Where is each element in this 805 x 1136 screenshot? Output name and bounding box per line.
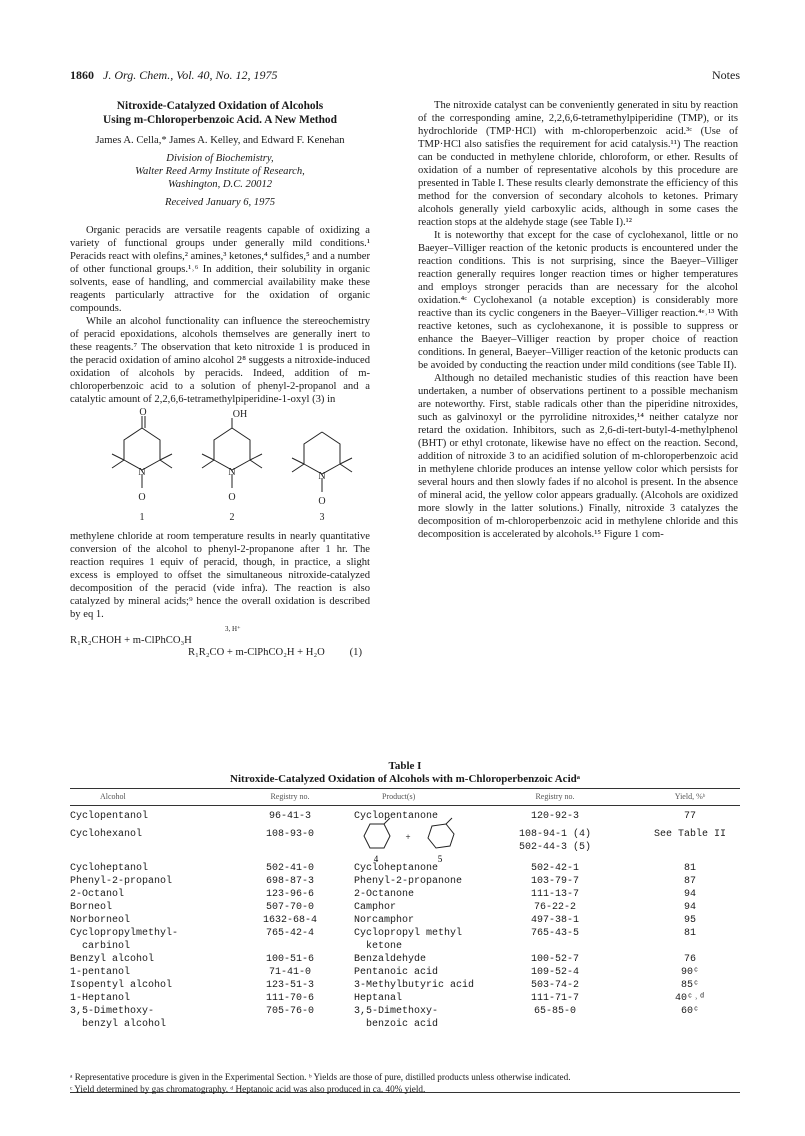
table-cell: ketone xyxy=(366,941,403,952)
table-rule xyxy=(70,805,740,806)
plus-sign: + xyxy=(405,832,411,842)
table-cell: Borneol xyxy=(70,902,113,913)
table-cell: 1-Heptanol xyxy=(70,993,131,1004)
table-cell: Benzyl alcohol xyxy=(70,954,155,965)
structure-drawing xyxy=(70,408,370,526)
affiliation-line: Washington, D.C. 20012 xyxy=(167,179,273,190)
column-header: Registry no. xyxy=(535,792,575,801)
table-cell: 90ᶜ xyxy=(680,967,699,978)
equation-products: R₁R₂CO + m-ClPhCO₂H + H₂O xyxy=(188,647,325,658)
paragraph: Organic peracids are versatile reagents capable of oxidizing a variety of functional groups under generally mild conditions.¹ Peracids react with olefins,² amines,³ ketones,⁴ sulfides,⁵ and a number of other functional groups.¹˒⁶ In addition, their solubility in organic solvents, ease of handling, and commercial availability make these reagents particularly attractive for the oxidation of organic compounds. xyxy=(70,225,370,314)
table-cell: 81 xyxy=(683,863,696,874)
atom-label: N xyxy=(318,471,326,482)
table-cell: 3,5-Dimethoxy- xyxy=(70,1006,155,1017)
atom-label: O xyxy=(228,492,236,503)
affiliation-line: Division of Biochemistry, xyxy=(166,153,274,164)
table-cell: 502-44-3 (5) xyxy=(518,842,591,853)
table-cell: 111-13-7 xyxy=(530,889,579,900)
table-cell: 94 xyxy=(683,889,696,900)
table-cell: Isopentyl alcohol xyxy=(70,980,173,991)
table-cell: Cycloheptanone xyxy=(354,863,439,874)
compound-number: 3 xyxy=(319,512,325,523)
table-cell: Cyclopentanone xyxy=(354,811,439,822)
table-number: Table I xyxy=(388,760,422,772)
table-cell: 111-70-6 xyxy=(265,993,314,1004)
authors: James A. Cella,* James A. Kelley, and Edward F. Kenehan xyxy=(95,135,345,146)
affiliation xyxy=(70,152,370,191)
atom-label: N xyxy=(138,467,146,478)
table-cell: 120-92-3 xyxy=(530,811,579,822)
chemical-structures xyxy=(70,408,370,526)
equation-1 xyxy=(70,625,370,659)
paragraph: methylene chloride at room temperature results in nearly quantitative conversion of the alcohol to phenyl-2-propanone after 1 hr. The reaction requires 1 equiv of peracid, though, in practice, a slight excess is employed to offset the simultaneous nitroxide-catalyzed decomposition of the peracid (vide infra). The reaction is also catalyzed by mineral acids;⁹ hence the overall oxidation is described by eq 1. xyxy=(70,531,370,620)
column-header: Alcohol xyxy=(100,792,126,801)
column-header: Yield, %ᵇ xyxy=(674,792,706,801)
table-cell: Camphor xyxy=(354,902,397,913)
table-cell: 76-22-2 xyxy=(533,902,576,913)
table-row xyxy=(70,875,740,888)
journal-citation: J. Org. Chem., Vol. 40, No. 12, 1975 xyxy=(103,68,278,82)
table-cell: 1632-68-4 xyxy=(262,915,317,926)
table-cell: Cyclopentanol xyxy=(70,811,149,822)
atom-label: O xyxy=(138,492,146,503)
section-label: Notes xyxy=(712,68,740,82)
table-cell: 87 xyxy=(683,876,696,887)
table-cell: 103-79-7 xyxy=(530,876,579,887)
table-cell: Cyclopropylmethyl- xyxy=(70,928,179,939)
table-cell: 497-38-1 xyxy=(530,915,579,926)
table-cell: 76 xyxy=(683,954,696,965)
page-number: 1860 xyxy=(70,68,94,82)
table-cell: Heptanal xyxy=(354,993,403,1004)
paragraph: While an alcohol functionality can influence the stereochemistry of peracid epoxidations, alcohols themselves are generally inert to these reagents.⁷ The observation that keto nitroxide 1 is produced in the peracid oxidation of amino alcohol 2⁸ suggests a nitroxide-induced oxidation of alcohols by peracids. Indeed, addition of m-chloroperbenzoic acid to a solution of phenyl-2-propanol and a catalytic amount of 2,2,6,6-tetramethylpiperidine-1-oxyl (3) in xyxy=(70,316,370,405)
table-cell: 1-pentanol xyxy=(70,967,131,978)
table-cell: 95 xyxy=(683,915,696,926)
table-cell: Norborneol xyxy=(70,915,131,926)
table-cell: 503-74-2 xyxy=(530,980,579,991)
paragraph: The nitroxide catalyst can be conveniently generated in situ by reaction of the corresponding amine, 2,2,6,6-tetramethylpiperidine (TMP), or its hydrochloride (TMP·HCl) with m-chloroperbenzoic acid.³ᶜ (Use of TMP·HCl also satisfies the requirement for acid catalysis.¹¹) The reaction can be conducted in methylene chloride, chloroform, or ether. Results of oxidation of a number of representative alcohols by this procedure are presented in Table I. These results clearly demonstrate the efficiency of this method for the conversion of secondary alcohols to ketones. Primary alcohols generally yield carboxylic acids, although in some cases the reaction stops at the aldehyde stage (see Table I).¹² xyxy=(418,100,738,228)
table-cell: benzyl alcohol xyxy=(82,1019,167,1030)
table-cell: 100-52-7 xyxy=(530,954,579,965)
table-cell: 765-43-5 xyxy=(530,928,579,939)
table-cell: 108-94-1 (4) xyxy=(518,829,591,840)
table-cell: 2-Octanone xyxy=(354,889,415,900)
table-cell: Pentanoic acid xyxy=(354,967,439,978)
table-cell: Phenyl-2-propanol xyxy=(70,876,173,887)
equation-conditions: 3, H⁺ xyxy=(225,625,241,633)
atom-label: OH xyxy=(232,409,248,420)
atom-label: O xyxy=(139,408,147,418)
received-date: Received January 6, 1975 xyxy=(164,197,275,208)
table-cell: 96-41-3 xyxy=(268,811,311,822)
table-cell: 65-85-0 xyxy=(533,1006,576,1017)
paragraph: Although no detailed mechanistic studies of this reaction have been undertaken, a number of observations pertinent to a possible mechanism are noteworthy. First, stable radicals other than the piperidine nitroxides, such as galvinoxyl or the pyrrolidine nitroxides,¹⁴ neither catalyze nor retard the oxidation. Inhibitors, such as 2,6-di-tert-butyl-4-methylphenol (BHT) or ethyl crotonate, likewise have no effect on the reaction. Second, addition of nitroxide 3 to an acidified solution of m-chloroperbenzoic acid in methylene chloride produces an intense yellow color which persists for several hours and then slowly fades if no alcohol is present. In the absence of mineral acid, the yellow color appears gradually. (Alcohols are oxidized more slowly in the latter solutions.) Finally, nitroxide 3 catalyzes the decomposition of m-chloroperbenzoic acid in methylene chloride and this decomposition is accelerated by alcohols.¹⁵ Figure 1 com- xyxy=(418,373,738,540)
table-cell: See Table II xyxy=(653,829,726,840)
table-cell: 502-42-1 xyxy=(530,863,579,874)
table-cell: 698-87-3 xyxy=(265,876,314,887)
table-cell: 60ᶜ xyxy=(680,1006,699,1017)
table-cell: 77 xyxy=(683,811,696,822)
table-row xyxy=(70,927,740,940)
table-cell: 2-Octanol xyxy=(70,889,125,900)
table-cell: 507-70-0 xyxy=(265,902,314,913)
table-cell: Norcamphor xyxy=(354,915,415,926)
table-cell: 765-42-4 xyxy=(265,928,314,939)
equation-reactants: R₁R₂CHOH + m-ClPhCO₃H xyxy=(70,635,192,646)
table-cell: Phenyl-2-propanone xyxy=(354,876,463,887)
equation-number: (1) xyxy=(349,647,362,658)
table-1 xyxy=(70,788,740,1093)
product-structures xyxy=(354,816,474,866)
table-cell: 94 xyxy=(683,902,696,913)
table-row xyxy=(70,979,740,992)
compound-number: 5 xyxy=(437,854,443,864)
right-column xyxy=(418,99,738,541)
table-row xyxy=(70,966,740,979)
table-cell: 3,5-Dimethoxy- xyxy=(354,1006,439,1017)
table-cell: 100-51-6 xyxy=(265,954,314,965)
table-cell: 40ᶜ˒ᵈ xyxy=(674,993,705,1004)
table-footnotes xyxy=(70,1071,740,1095)
table-cell: benzoic acid xyxy=(366,1019,439,1030)
compound-number: 2 xyxy=(229,512,235,523)
table-row xyxy=(70,1018,740,1031)
table-title: Nitroxide-Catalyzed Oxidation of Alcohols with m-Chloroperbenzoic Acidᵃ xyxy=(230,773,580,785)
compound-number: 4 xyxy=(373,854,379,864)
atom-label: N xyxy=(228,467,236,478)
table-cell: 109-52-4 xyxy=(530,967,579,978)
table-cell: Cyclopropyl methyl xyxy=(354,928,463,939)
footnote: ᵃ Representative procedure is given in the Experimental Section. ᵇ Yields are those of pure, distilled products unless otherwise indicated. xyxy=(70,1072,571,1082)
table-cell: 111-71-7 xyxy=(530,993,579,1004)
table-cell: 3-Methylbutyric acid xyxy=(354,980,475,991)
table-row xyxy=(70,888,740,901)
table-cell: 123-51-3 xyxy=(265,980,314,991)
table-row xyxy=(70,992,740,1005)
table-caption xyxy=(70,760,740,786)
table-body xyxy=(70,810,740,1092)
compound-number: 1 xyxy=(139,512,145,523)
running-header xyxy=(70,68,740,86)
table-row xyxy=(70,940,740,953)
article-title xyxy=(70,99,370,127)
column-header: Registry no. xyxy=(270,792,310,801)
table-cell: 108-93-0 xyxy=(265,829,314,840)
table-row xyxy=(70,901,740,914)
affiliation-line: Walter Reed Army Institute of Research, xyxy=(135,166,305,177)
table-row xyxy=(70,1005,740,1018)
table-cell: 705-76-0 xyxy=(265,1006,314,1017)
table-cell: 81 xyxy=(683,928,696,939)
left-column xyxy=(70,99,370,659)
table-cell: 85ᶜ xyxy=(680,980,699,991)
column-header: Product(s) xyxy=(382,792,416,801)
table-cell: 502-41-0 xyxy=(265,863,314,874)
table-row xyxy=(70,953,740,966)
table-cell: carbinol xyxy=(82,941,131,952)
footnote: ᶜ Yield determined by gas chromatography. ᵈ Heptanoic acid was also produced in ca. 40% yield. xyxy=(70,1084,426,1094)
atom-label: O xyxy=(318,496,326,507)
title-line-2: Using m-Chloroperbenzoic Acid. A New Method xyxy=(103,114,337,126)
table-header xyxy=(70,789,740,805)
title-line-1: Nitroxide-Catalyzed Oxidation of Alcohols xyxy=(116,100,324,112)
table-cell: Cycloheptanol xyxy=(70,863,149,874)
paragraph: It is noteworthy that except for the case of cyclohexanol, little or no Baeyer–Villiger reaction of the ketonic products is encountered under the reaction conditions. This is not surprising, since the Baeyer–Villiger reaction generally requires longer reaction times or higher temperatures and employs stronger peracids than are necessary for the alcohol oxidation.⁴ᶜ Cyclohexanol (a notable exception) is considerably more reactive than its cyclic congeners in the Baeyer–Villiger reaction.⁴ᵉ˒¹³ With reactive ketones, such as cyclohexanone, it is possible to suppress or enhance the Baeyer–Villiger reaction by proper choice of reaction conditions. In general, Baeyer–Villiger reaction of the ketonic products can be avoided by conducting the reaction under mild conditions (see Table II). xyxy=(418,230,738,371)
table-cell: Cyclohexanol xyxy=(70,829,143,840)
table-row xyxy=(70,914,740,927)
table-cell: 123-96-6 xyxy=(265,889,314,900)
table-cell: 71-41-0 xyxy=(268,967,311,978)
table-cell: Benzaldehyde xyxy=(354,954,427,965)
